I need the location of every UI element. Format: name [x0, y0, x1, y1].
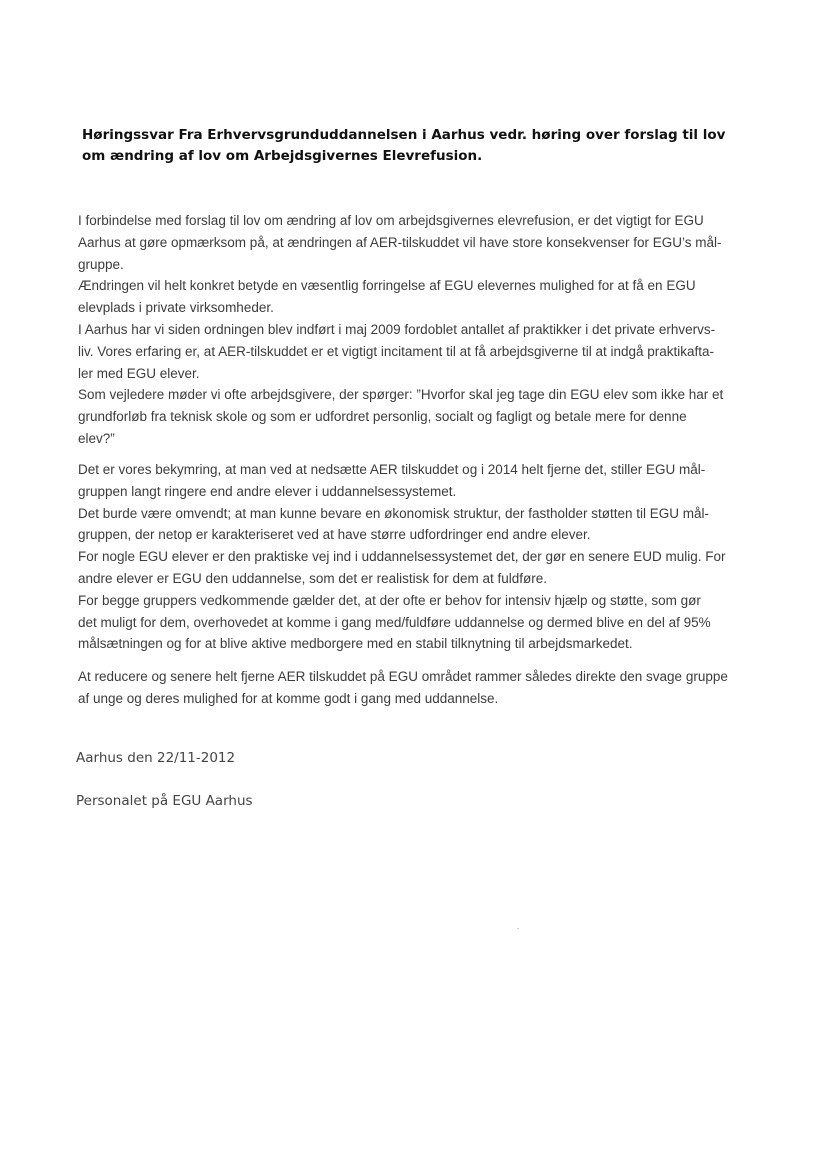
- text-line: Det er vores bekymring, at man ved at nedsætte AER tilskuddet og i 2014 helt fjerne det, stiller EGU mål-: [78, 462, 706, 477]
- paragraph-intro: [78, 210, 758, 450]
- heading-line: Høringssvar Fra Erhvervsgrunduddannelsen i Aarhus vedr. høring over forslag til lov: [82, 127, 726, 143]
- text-line: For nogle EGU elever er den praktiske vej ind i uddannelsessystemet det, der gør en senere EUD mulig. For: [78, 549, 726, 565]
- paragraph-conclusion: [78, 666, 758, 710]
- scan-speck: [517, 928, 519, 929]
- text-line: At reducere og senere helt fjerne AER tilskuddet på EGU området rammer således direkte den svage gruppe: [78, 669, 728, 684]
- text-line: Som vejledere møder vi ofte arbejdsgivere, der spørger: ”Hvorfor skal jeg tage din EGU elev som ikke har et: [78, 387, 724, 403]
- text-line: Ændringen vil helt konkret betyde en væsentlig forringelse af EGU elevernes mulighed for at få en EGU: [78, 278, 696, 294]
- text-line: andre elever er EGU den uddannelse, som det er realistisk for dem at fuldføre.: [78, 570, 547, 586]
- date-line: Aarhus den 22/11-2012: [76, 750, 236, 766]
- text-line: Det burde være omvendt; at man kunne bevare en økonomisk struktur, der fastholder støtten til EGU mål-: [78, 505, 710, 521]
- text-line: Aarhus at gøre opmærksom på, at ændringen af AER-tilskuddet vil have store konsekvenser for EGU’s mål-: [78, 234, 722, 250]
- signature-line: Personalet på EGU Aarhus: [76, 793, 253, 809]
- text-line: elev?”: [78, 430, 115, 446]
- text-line: liv. Vores erfaring er, at AER-tilskuddet er et vigtigt incitament til at få arbejdsgiverne til at indgå praktikafta-: [78, 343, 715, 359]
- text-line: I forbindelse med forslag til lov om ændring af lov om arbejdsgivernes elevrefusion, er det vigtigt for EGU: [78, 213, 704, 228]
- text-line: grundforløb fra teknisk skole og som er udfordret personlig, socialt og fagligt og betale mere for denne: [78, 409, 687, 425]
- paragraph-concern: [78, 459, 758, 655]
- text-line: I Aarhus har vi siden ordningen blev indført i maj 2009 fordoblet antallet af praktikker i det private erhvervs-: [78, 321, 716, 337]
- heading-line: om ændring af lov om Arbejdsgivernes Elevrefusion.: [82, 148, 483, 164]
- text-line: gruppen langt ringere end andre elever i uddannelsessystemet.: [78, 483, 457, 499]
- text-line: gruppe.: [78, 256, 124, 272]
- document-heading: [82, 125, 762, 167]
- text-line: gruppen, der netop er karakteriseret ved at have større udfordringer end andre elever.: [78, 527, 591, 543]
- text-line: det muligt for dem, overhovedet at komme i gang med/fuldføre uddannelse og dermed blive en del af 95%: [78, 614, 711, 630]
- text-line: For begge gruppers vedkommende gælder det, at der ofte er behov for intensiv hjælp og støtte, som gør: [78, 592, 701, 608]
- text-line: ler med EGU elever.: [78, 365, 200, 381]
- text-line: elevplads i private virksomheder.: [78, 300, 274, 316]
- text-line: af unge og deres mulighed for at komme godt i gang med uddannelse.: [78, 690, 499, 706]
- text-line: målsætningen og for at blive aktive medborgere med en stabil tilknytning til arbejdsmarkedet.: [78, 636, 633, 652]
